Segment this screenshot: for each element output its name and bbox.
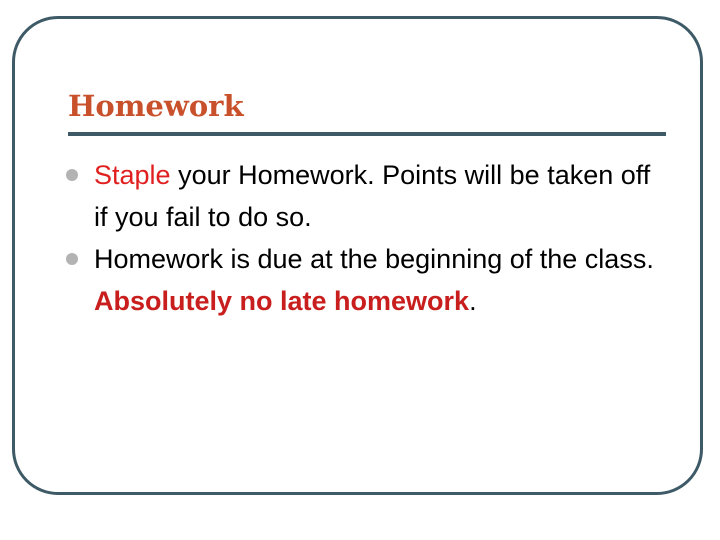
slide-title: Homework (68, 89, 244, 123)
due-end-punct: . (469, 286, 477, 316)
bullet-item-due (66, 238, 666, 322)
title-underline (68, 132, 666, 136)
bullet-item-staple (66, 154, 666, 238)
late-homework-emphasis: Absolutely no late homework (94, 286, 470, 316)
staple-text: your Homework. Points will be taken off if you fail to do so. (94, 160, 651, 232)
bullet-list (66, 154, 666, 322)
staple-highlight: Staple (94, 160, 171, 190)
due-text: Homework is due at the beginning of the class. (94, 244, 654, 274)
bullet-dot-icon (66, 169, 78, 181)
bullet-dot-icon (66, 253, 78, 265)
